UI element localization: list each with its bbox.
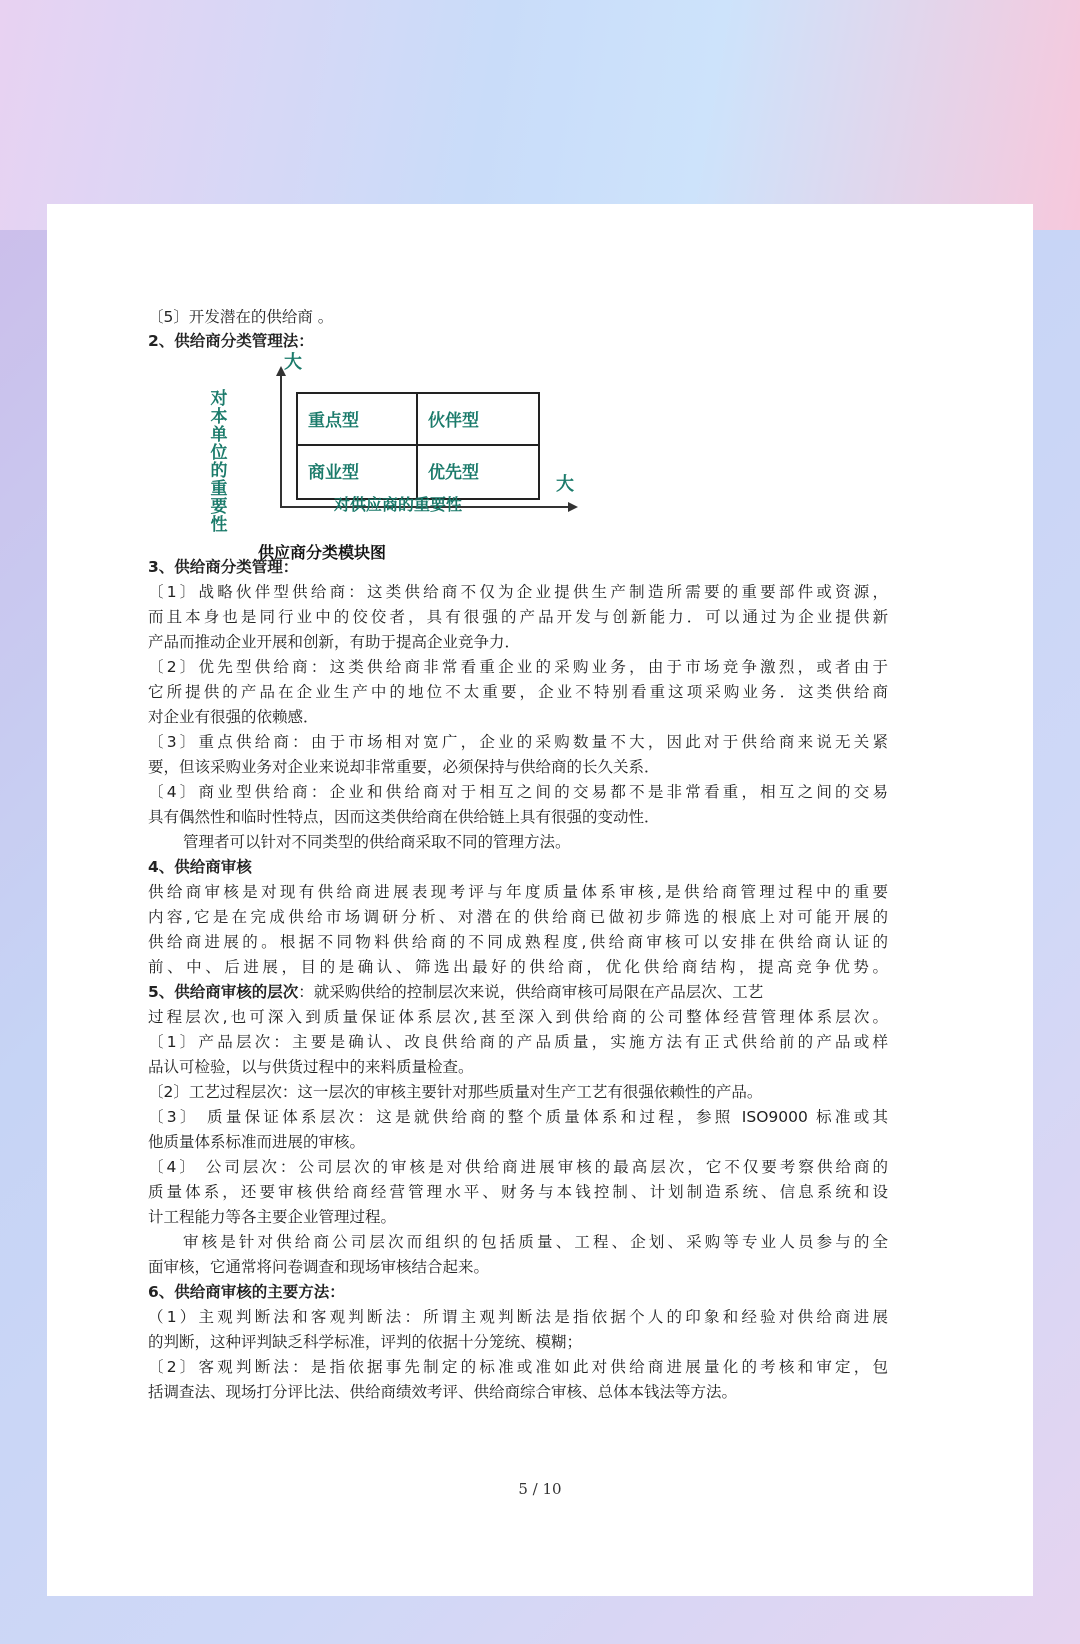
- text-line: 〔3〕重点供给商：由于市场相对宽广，企业的采购数量不大，因此对于供给商来说无关紧: [148, 733, 888, 751]
- text-line: 的判断，这种评判缺乏科学标准，评判的依据十分笼统、模糊；: [148, 1333, 583, 1351]
- text-line: 面审核，它通常将问卷调查和现场审核结合起来。: [148, 1258, 490, 1276]
- section-heading: 6、供给商审核的主要方法：: [148, 1283, 345, 1301]
- text-line: 具有偶然性和临时性特点，因而这类供给商在供给链上具有很强的变动性．: [148, 808, 660, 826]
- text-line: 〔2〕客观判断法：是指依据事先制定的标准或准如此对供给商进展量化的考核和审定，包: [148, 1358, 888, 1376]
- text-line: 〔4〕商业型供给商：企业和供给商对于相互之间的交易都不是非常看重，相互之间的交易: [148, 783, 888, 801]
- y-axis-label: 对本单位的重要性: [210, 389, 228, 535]
- text-line: 括调查法、现场打分评比法、供给商绩效考评、供给商综合审核、总体本钱法等方法。: [148, 1383, 738, 1401]
- text-line: 它所提供的产品在企业生产中的地位不太重要，企业不特别看重这项采购业务．这类供给商: [148, 683, 888, 701]
- text-line: 他质量体系标准而进展的审核。: [148, 1133, 366, 1151]
- page-number: 5 / 10: [518, 1480, 562, 1498]
- diagram-caption: 供应商分类模块图: [258, 543, 387, 562]
- section-heading: 3、供给商分类管理：: [148, 558, 299, 576]
- section-heading: 2、供给商分类管理法：: [148, 332, 314, 350]
- y-axis: [280, 374, 282, 507]
- text-line: 供给商进展的。根据不同物料供给商的不同成熟程度,供给商审核可以安排在供给商认证的: [148, 933, 888, 951]
- section-heading: 4、供给商审核: [148, 858, 252, 876]
- text-line: 〔4〕 公司层次：公司层次的审核是对供给商进展审核的最高层次，它不仅要考察供给商的: [148, 1158, 888, 1176]
- text-line: 〔1〕产品层次：主要是确认、改良供给商的产品质量，实施方法有正式供给前的产品或样: [148, 1033, 888, 1051]
- background-glow: [0, 0, 1080, 230]
- text-line: 〔2〕优先型供给商：这类供给商非常看重企业的采购业务，由于市场竞争激烈，或者由于: [148, 658, 888, 676]
- text-line: 〔5〕开发潜在的供给商 。: [148, 308, 334, 326]
- text-line: 质量体系，还要审核供给商经营管理水平、财务与本钱控制、计划制造系统、信息系统和设: [148, 1183, 888, 1201]
- cell-partner-supplier: 伙伴型: [418, 394, 538, 446]
- text-line: 供给商审核是对现有供给商进展表现考评与年度质量体系审核,是供给商管理过程中的重要: [148, 883, 888, 901]
- text-line: 过程层次,也可深入到质量保证体系层次,甚至深入到供给商的公司整体经营管理体系层次。: [148, 1008, 888, 1026]
- text-span: ：就采购供给的控制层次来说，供给商审核可局限在产品层次、工艺: [298, 983, 764, 1001]
- text-line: 〔1〕战略伙伴型供给商：这类供给商不仅为企业提供生产制造所需要的重要部件或资源，: [148, 583, 888, 601]
- y-axis-max-label: 大: [284, 352, 302, 373]
- text-line: 品认可检验，以与供货过程中的来料质量检查。: [148, 1058, 474, 1076]
- cell-commercial-supplier: 商业型: [298, 446, 418, 498]
- cell-priority-supplier: 优先型: [428, 463, 479, 483]
- text-line: 计工程能力等各主要企业管理过程。: [148, 1208, 397, 1226]
- x-axis-max-label: 大: [556, 474, 574, 495]
- text-line: 而且本身也是同行业中的佼佼者，具有很强的产品开发与创新能力．可以通过为企业提供新: [148, 608, 888, 626]
- classification-matrix: [296, 392, 540, 500]
- text-line: 要，但该采购业务对企业来说却非常重要，必须保持与供给商的长久关系．: [148, 758, 660, 776]
- text-line: 管理者可以针对不同类型的供给商采取不同的管理方法。: [183, 833, 571, 851]
- text-line: 内容,它是在完成供给市场调研分析、对潜在的供给商已做初步筛选的根底上对可能开展的: [148, 908, 888, 926]
- text-line: 对企业有很强的依赖感．: [148, 708, 319, 726]
- text-line: 审核是针对供给商公司层次而组织的包括质量、工程、企划、采购等专业人员参与的全: [183, 1233, 888, 1251]
- text-line: 产品而推动企业开展和创新，有助于提高企业竞争力．: [148, 633, 521, 651]
- cell-key-supplier: 重点型: [298, 394, 418, 446]
- x-axis-label: 对供应商的重要性: [334, 495, 463, 514]
- text-line: 前、中、后进展，目的是确认、筛选出最好的供给商，优化供给商结构，提高竞争优势。: [148, 958, 888, 976]
- supplier-classification-diagram: [148, 354, 618, 564]
- text-line: [148, 981, 763, 1003]
- y-axis-arrow: [276, 366, 286, 376]
- section-heading: 5、供给商审核的层次: [148, 983, 299, 1001]
- text-line: （1）主观判断法和客观判断法：所谓主观判断法是指依据个人的印象和经验对供给商进展: [148, 1308, 888, 1326]
- text-line: 〔2〕工艺过程层次：这一层次的审核主要针对那些质量对生产工艺有很强依赖性的产品。: [148, 1083, 763, 1101]
- x-axis-arrow: [568, 502, 578, 512]
- text-line: 〔3〕 质量保证体系层次：这是就供给商的整个质量体系和过程，参照 ISO9000 标准或其: [148, 1108, 888, 1126]
